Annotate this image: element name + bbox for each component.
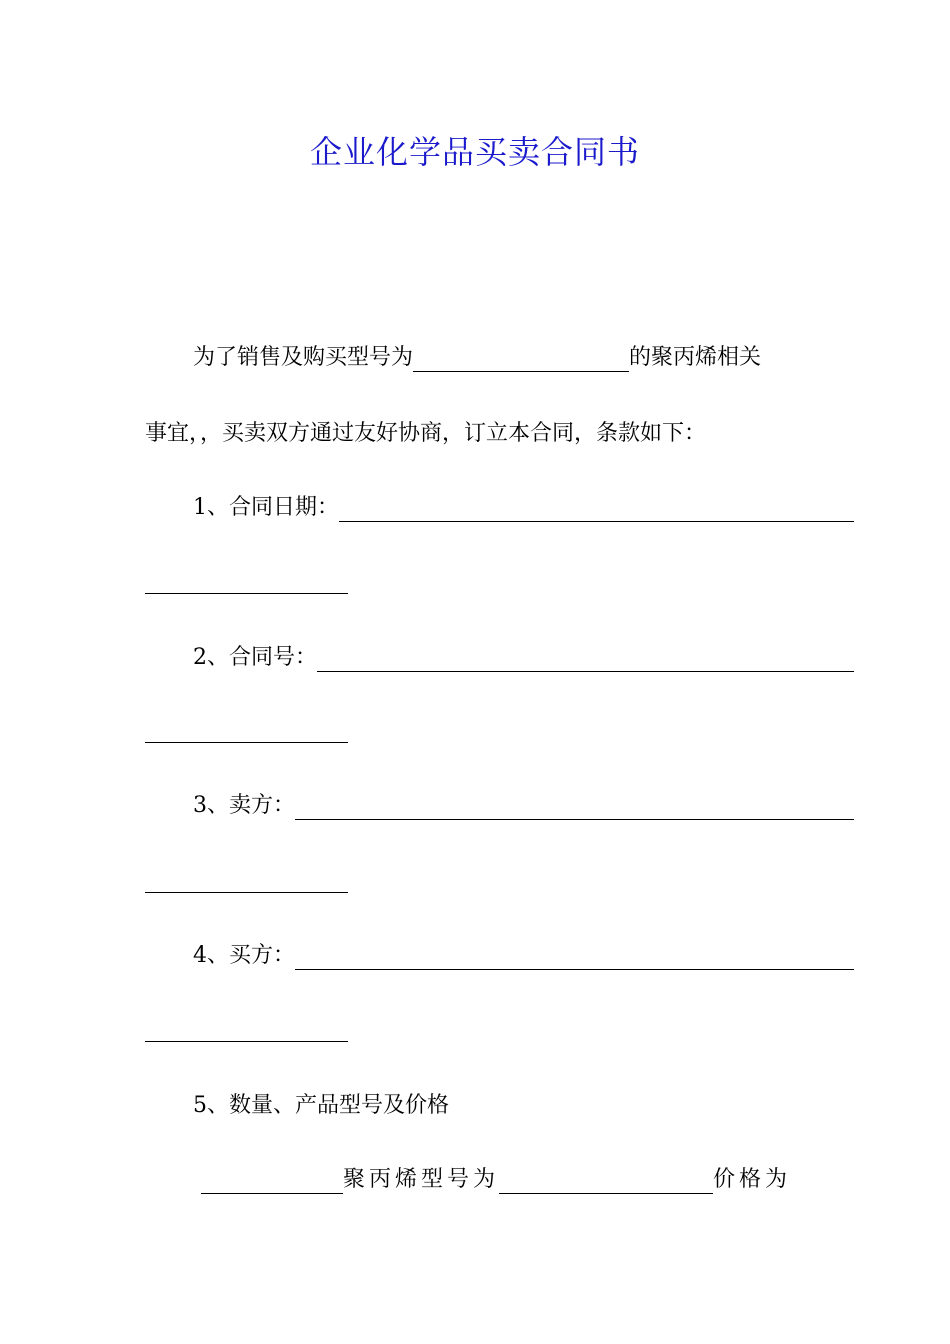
contract-number-blank-continued[interactable] <box>145 742 348 743</box>
seller-blank[interactable] <box>295 791 854 820</box>
item-contract-date <box>145 488 854 528</box>
item-buyer-label: 4、买方： <box>193 943 295 968</box>
item-contract-number-label: 2、合同号： <box>193 645 317 670</box>
item-contract-date-label: 1、合同日期： <box>193 495 339 520</box>
item-seller <box>145 786 854 826</box>
intro-line-1 <box>145 338 854 378</box>
item-buyer <box>145 936 854 976</box>
quantity-blank[interactable] <box>201 1165 343 1194</box>
intro-text-2: 的聚丙烯相关 <box>629 345 762 370</box>
item-5-detail-line <box>145 1160 806 1200</box>
item-seller-label: 3、卖方： <box>193 793 295 818</box>
intro-text-1: 为了销售及购买型号为 <box>193 345 414 370</box>
model-number-blank[interactable] <box>413 343 629 372</box>
contract-date-blank-continued[interactable] <box>145 593 348 594</box>
buyer-blank[interactable] <box>295 941 854 970</box>
item-contract-number <box>145 638 854 678</box>
item-5-label: 5、数量、产品型号及价格 <box>193 1093 449 1118</box>
buyer-blank-continued[interactable] <box>145 1041 348 1042</box>
contract-number-blank[interactable] <box>317 643 854 672</box>
item-quantity-price <box>145 1086 854 1126</box>
intro-line-2: 事宜，，买卖双方通过友好协商，订立本合同，条款如下： <box>145 421 707 446</box>
polypropylene-model-blank[interactable] <box>499 1165 713 1194</box>
item-5-detail-text-1: 聚丙烯型号为 <box>343 1167 500 1192</box>
document-title: 企业化学品买卖合同书 <box>309 133 640 171</box>
seller-blank-continued[interactable] <box>145 892 348 893</box>
item-5-detail-text-2: 价格为 <box>713 1167 792 1192</box>
contract-date-blank[interactable] <box>339 493 854 522</box>
